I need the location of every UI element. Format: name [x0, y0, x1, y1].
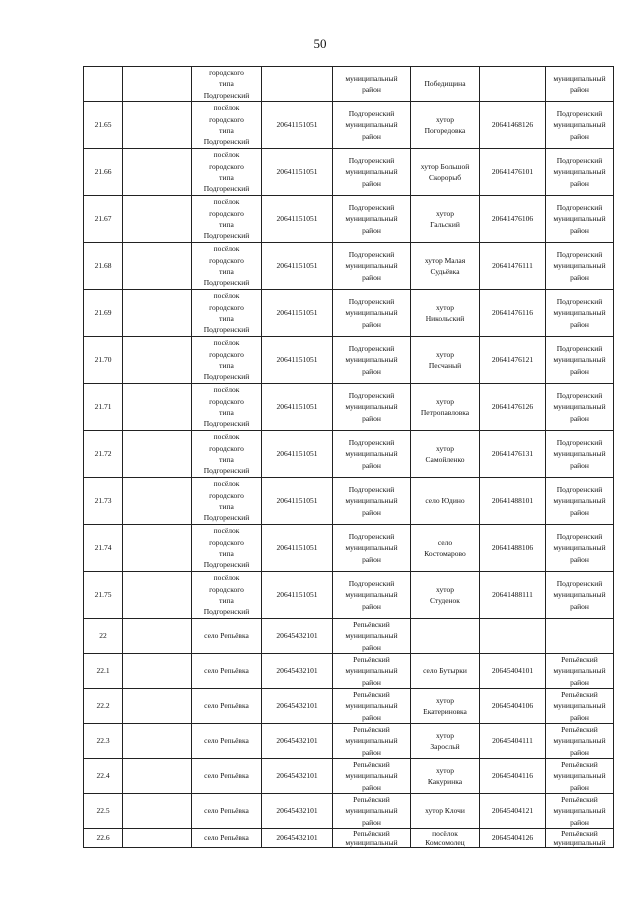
center-district-cell: Репьёвский муниципальный район: [333, 688, 411, 723]
settlement-district-cell: муниципальный район: [546, 67, 614, 102]
settlement-name-cell: село Юдино: [411, 477, 480, 524]
center-district-cell: Подгоренский муниципальный район: [333, 477, 411, 524]
settlement-oktmo-cell: 20641476106: [480, 195, 546, 242]
settlement-district-cell: Подгоренский муниципальный район: [546, 195, 614, 242]
row-number-cell: 22.4: [84, 758, 123, 793]
settlement-oktmo-cell: 20641468126: [480, 101, 546, 148]
settlements-table: [83, 66, 614, 848]
center-oktmo-cell: 20645432101: [262, 618, 333, 653]
center-district-cell: Репьёвский муниципальный: [333, 828, 411, 847]
settlement-name-cell: хутор Какуринка: [411, 758, 480, 793]
center-district-cell: Подгоренский муниципальный район: [333, 101, 411, 148]
table-row: [84, 148, 614, 195]
settlement-name-cell: хутор Петропавловка: [411, 383, 480, 430]
blank-cell: [123, 242, 192, 289]
settlement-oktmo-cell: 20645404121: [480, 793, 546, 828]
settlement-oktmo-cell: 20641476101: [480, 148, 546, 195]
settlement-district-cell: Репьёвский муниципальный район: [546, 688, 614, 723]
table-row: [84, 723, 614, 758]
settlement-oktmo-cell: [480, 618, 546, 653]
settlement-name-cell: [411, 618, 480, 653]
center-oktmo-cell: 20645432101: [262, 688, 333, 723]
center-district-cell: муниципальный район: [333, 67, 411, 102]
center-settlement-cell: посёлок городского типа Подгоренский: [192, 148, 262, 195]
settlement-district-cell: Репьёвский муниципальный район: [546, 758, 614, 793]
center-district-cell: Подгоренский муниципальный район: [333, 524, 411, 571]
blank-cell: [123, 571, 192, 618]
center-settlement-cell: посёлок городского типа Подгоренский: [192, 101, 262, 148]
settlement-name-cell: хутор Погоредовка: [411, 101, 480, 148]
row-number-cell: 22.6: [84, 828, 123, 847]
settlement-name-cell: хутор Малая Судьёвка: [411, 242, 480, 289]
settlement-district-cell: Подгоренский муниципальный район: [546, 571, 614, 618]
blank-cell: [123, 336, 192, 383]
center-settlement-cell: село Репьёвка: [192, 688, 262, 723]
center-district-cell: Подгоренский муниципальный район: [333, 571, 411, 618]
settlement-district-cell: Подгоренский муниципальный район: [546, 477, 614, 524]
settlement-district-cell: Репьёвский муниципальный: [546, 828, 614, 847]
center-settlement-cell: село Репьёвка: [192, 723, 262, 758]
center-settlement-cell: посёлок городского типа Подгоренский: [192, 430, 262, 477]
row-number-cell: 21.74: [84, 524, 123, 571]
table-row: [84, 67, 614, 102]
row-number-cell: 21.65: [84, 101, 123, 148]
page-number: 50: [313, 36, 327, 51]
blank-cell: [123, 148, 192, 195]
row-number-cell: 21.69: [84, 289, 123, 336]
center-settlement-cell: село Репьёвка: [192, 618, 262, 653]
center-oktmo-cell: [262, 67, 333, 102]
center-district-cell: Подгоренский муниципальный район: [333, 336, 411, 383]
settlement-district-cell: Репьёвский муниципальный район: [546, 793, 614, 828]
center-settlement-cell: посёлок городского типа Подгоренский: [192, 524, 262, 571]
settlement-district-cell: Подгоренский муниципальный район: [546, 336, 614, 383]
settlement-district-cell: [546, 618, 614, 653]
table-row: [84, 101, 614, 148]
blank-cell: [123, 723, 192, 758]
row-number-cell: 21.67: [84, 195, 123, 242]
center-settlement-cell: посёлок городского типа Подгоренский: [192, 571, 262, 618]
blank-cell: [123, 758, 192, 793]
settlement-name-cell: посёлок Комсомолец: [411, 828, 480, 847]
settlement-district-cell: Подгоренский муниципальный район: [546, 430, 614, 477]
table-row: [84, 242, 614, 289]
table-row: [84, 618, 614, 653]
blank-cell: [123, 383, 192, 430]
settlement-name-cell: хутор Гальский: [411, 195, 480, 242]
settlement-oktmo-cell: 20645404106: [480, 688, 546, 723]
center-district-cell: Подгоренский муниципальный район: [333, 195, 411, 242]
table-row: [84, 477, 614, 524]
center-settlement-cell: село Репьёвка: [192, 828, 262, 847]
settlement-oktmo-cell: 20645404126: [480, 828, 546, 847]
center-oktmo-cell: 20641151051: [262, 524, 333, 571]
table-row: [84, 195, 614, 242]
center-district-cell: Подгоренский муниципальный район: [333, 383, 411, 430]
settlement-name-cell: село Костомарово: [411, 524, 480, 571]
table-row: [84, 758, 614, 793]
center-oktmo-cell: 20641151051: [262, 336, 333, 383]
center-settlement-cell: село Репьёвка: [192, 793, 262, 828]
row-number-cell: [84, 67, 123, 102]
blank-cell: [123, 67, 192, 102]
center-oktmo-cell: 20641151051: [262, 195, 333, 242]
center-district-cell: Подгоренский муниципальный район: [333, 430, 411, 477]
blank-cell: [123, 688, 192, 723]
center-oktmo-cell: 20645432101: [262, 758, 333, 793]
center-oktmo-cell: 20641151051: [262, 289, 333, 336]
settlement-oktmo-cell: 20641476131: [480, 430, 546, 477]
settlement-oktmo-cell: 20645404111: [480, 723, 546, 758]
row-number-cell: 22.2: [84, 688, 123, 723]
row-number-cell: 22: [84, 618, 123, 653]
settlement-district-cell: Подгоренский муниципальный район: [546, 289, 614, 336]
settlement-oktmo-cell: 20641488111: [480, 571, 546, 618]
center-oktmo-cell: 20641151051: [262, 383, 333, 430]
settlement-oktmo-cell: 20641476111: [480, 242, 546, 289]
settlement-district-cell: Подгоренский муниципальный район: [546, 383, 614, 430]
table-row: [84, 336, 614, 383]
settlement-name-cell: хутор Заросльй: [411, 723, 480, 758]
row-number-cell: 22.5: [84, 793, 123, 828]
center-oktmo-cell: 20645432101: [262, 793, 333, 828]
center-oktmo-cell: 20641151051: [262, 477, 333, 524]
row-number-cell: 21.75: [84, 571, 123, 618]
settlement-name-cell: Победищина: [411, 67, 480, 102]
blank-cell: [123, 653, 192, 688]
settlement-oktmo-cell: [480, 67, 546, 102]
row-number-cell: 22.3: [84, 723, 123, 758]
settlement-oktmo-cell: 20641488101: [480, 477, 546, 524]
center-district-cell: Подгоренский муниципальный район: [333, 242, 411, 289]
settlement-district-cell: Репьёвский муниципальный район: [546, 653, 614, 688]
center-oktmo-cell: 20645432101: [262, 828, 333, 847]
table-row: [84, 383, 614, 430]
settlement-oktmo-cell: 20641476126: [480, 383, 546, 430]
center-settlement-cell: посёлок городского типа Подгоренский: [192, 477, 262, 524]
row-number-cell: 21.68: [84, 242, 123, 289]
blank-cell: [123, 828, 192, 847]
settlement-name-cell: хутор Песчаный: [411, 336, 480, 383]
settlement-name-cell: хутор Екатериновка: [411, 688, 480, 723]
center-district-cell: Репьёвский муниципальный район: [333, 723, 411, 758]
settlement-oktmo-cell: 20645404116: [480, 758, 546, 793]
blank-cell: [123, 477, 192, 524]
settlement-name-cell: хутор Клочи: [411, 793, 480, 828]
center-oktmo-cell: 20645432101: [262, 653, 333, 688]
blank-cell: [123, 195, 192, 242]
blank-cell: [123, 524, 192, 571]
table-row: [84, 653, 614, 688]
settlement-oktmo-cell: 20641476116: [480, 289, 546, 336]
row-number-cell: 21.66: [84, 148, 123, 195]
center-settlement-cell: посёлок городского типа Подгоренский: [192, 383, 262, 430]
settlement-district-cell: Подгоренский муниципальный район: [546, 101, 614, 148]
settlement-name-cell: хутор Студенок: [411, 571, 480, 618]
center-oktmo-cell: 20641151051: [262, 571, 333, 618]
blank-cell: [123, 618, 192, 653]
row-number-cell: 22.1: [84, 653, 123, 688]
center-oktmo-cell: 20641151051: [262, 242, 333, 289]
settlement-name-cell: хутор Никольский: [411, 289, 480, 336]
settlement-oktmo-cell: 20641488106: [480, 524, 546, 571]
center-settlement-cell: посёлок городского типа Подгоренский: [192, 242, 262, 289]
settlement-district-cell: Подгоренский муниципальный район: [546, 524, 614, 571]
blank-cell: [123, 793, 192, 828]
center-district-cell: Репьёвский муниципальный район: [333, 758, 411, 793]
row-number-cell: 21.73: [84, 477, 123, 524]
table-row: [84, 793, 614, 828]
blank-cell: [123, 430, 192, 477]
table-row: [84, 430, 614, 477]
settlement-oktmo-cell: 20645404101: [480, 653, 546, 688]
table-row: [84, 828, 614, 847]
center-oktmo-cell: 20645432101: [262, 723, 333, 758]
center-district-cell: Репьёвский муниципальный район: [333, 618, 411, 653]
table-row: [84, 571, 614, 618]
center-settlement-cell: посёлок городского типа Подгоренский: [192, 336, 262, 383]
settlement-district-cell: Подгоренский муниципальный район: [546, 242, 614, 289]
settlement-district-cell: Подгоренский муниципальный район: [546, 148, 614, 195]
center-district-cell: Репьёвский муниципальный район: [333, 793, 411, 828]
settlement-name-cell: село Бутырки: [411, 653, 480, 688]
table-row: [84, 289, 614, 336]
center-settlement-cell: село Репьёвка: [192, 758, 262, 793]
settlement-oktmo-cell: 20641476121: [480, 336, 546, 383]
center-district-cell: Репьёвский муниципальный район: [333, 653, 411, 688]
settlement-district-cell: Репьёвский муниципальный район: [546, 723, 614, 758]
center-settlement-cell: посёлок городского типа Подгоренский: [192, 195, 262, 242]
row-number-cell: 21.71: [84, 383, 123, 430]
center-settlement-cell: село Репьёвка: [192, 653, 262, 688]
blank-cell: [123, 289, 192, 336]
table-row: [84, 524, 614, 571]
table-body: [84, 67, 614, 848]
settlement-name-cell: хутор Большой Скорорыб: [411, 148, 480, 195]
table-row: [84, 688, 614, 723]
center-oktmo-cell: 20641151051: [262, 101, 333, 148]
center-settlement-cell: посёлок городского типа Подгоренский: [192, 289, 262, 336]
row-number-cell: 21.70: [84, 336, 123, 383]
center-oktmo-cell: 20641151051: [262, 430, 333, 477]
center-district-cell: Подгоренский муниципальный район: [333, 148, 411, 195]
center-oktmo-cell: 20641151051: [262, 148, 333, 195]
center-district-cell: Подгоренский муниципальный район: [333, 289, 411, 336]
center-settlement-cell: городского типа Подгоренский: [192, 67, 262, 102]
row-number-cell: 21.72: [84, 430, 123, 477]
blank-cell: [123, 101, 192, 148]
settlement-name-cell: хутор Самойленко: [411, 430, 480, 477]
